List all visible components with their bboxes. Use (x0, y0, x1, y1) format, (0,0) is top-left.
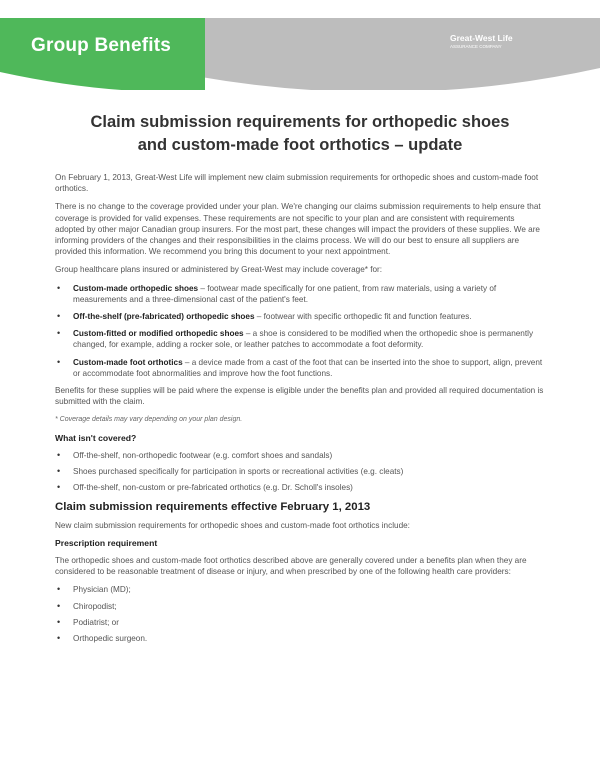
list-item (55, 633, 545, 644)
bullet-icon: • (57, 311, 61, 322)
coverage-desc: – footwear with specific orthopedic fit and function features. (254, 312, 472, 322)
bullet-icon: • (57, 584, 61, 595)
list-item (55, 357, 545, 379)
provider-list (55, 584, 545, 644)
document-body (55, 172, 545, 650)
coverage-desc: – footwear made specifically for one patient, from raw materials, using a variety of measurements and a three-dimensional cast of the patient's feet. (73, 283, 497, 304)
coverage-footnote: * Coverage details may vary depending on your plan design. (55, 416, 243, 424)
list-item (55, 466, 545, 477)
provider-item: Chiropodist; (73, 601, 117, 611)
provider-item: Orthopedic surgeon. (73, 634, 148, 644)
company-logo (450, 33, 565, 49)
list-item (55, 482, 545, 493)
bullet-icon: • (57, 466, 61, 477)
not-covered-item: Off-the-shelf, non-custom or pre-fabricated orthotics (e.g. Dr. Scholl's insoles) (73, 483, 353, 493)
coverage-desc: – a shoe is considered to be modified when the orthopedic shoe is permanently changed, for example, adding a rocker sole, or leather patches to accommodate a foot deformity. (73, 329, 534, 350)
list-item (55, 617, 545, 628)
list-item (55, 584, 545, 595)
bullet-icon: • (57, 328, 61, 339)
intro-paragraph: On February 1, 2013, Great-West Life will implement new claim submission requirements for orthopedic shoes and custom-made foot orthotics. (55, 173, 539, 194)
coverage-desc: – a device made from a cast of the foot that can be inserted into the shoe to support, align, prevent or accommodate foot abnormalities and improve how the foot functions. (73, 357, 543, 378)
title-line-1: Claim submission requirements for orthopedic shoes (90, 113, 510, 131)
logo-name: Great-West Life (450, 33, 513, 43)
prescription-heading: Prescription requirement (55, 537, 158, 548)
list-item (55, 328, 545, 350)
bullet-icon: • (57, 600, 61, 611)
no-change-paragraph: There is no change to the coverage provided under your plan. We're changing our claims submission requirements to help ensure that coverage is provided for valid expenses. These requirements are not specific to your plan and are consistent with requirements adopted by other major Canadian group insurers. For the most part, these changes will impact the providers of these supplies. We are informing providers of the changes and their responsibilities in the claims process. We will do our best to ensure all suppliers are provided this information. We recommend you bring this document to your next appointment. (55, 202, 541, 257)
list-item (55, 601, 545, 612)
bullet-icon: • (57, 356, 61, 367)
coverage-term: Custom-made foot orthotics (73, 357, 183, 367)
prescription-paragraph: The orthopedic shoes and custom-made foot orthotics described above are generally covered under a benefits plan when they are considered to be reasonable treatment of disease or injury, and when prescribed by one of the following health care providers: (55, 556, 527, 577)
provider-item: Podiatrist; or (73, 617, 119, 627)
section-intro: New claim submission requirements for orthopedic shoes and custom-made foot orthotics include: (55, 520, 410, 530)
page-header (0, 0, 600, 90)
bullet-icon: • (57, 616, 61, 627)
section-heading: Claim submission requirements effective February 1, 2013 (55, 501, 371, 514)
not-covered-heading: What isn't covered? (55, 432, 137, 443)
bullet-icon: • (57, 282, 61, 293)
bullet-icon: • (57, 449, 61, 460)
coverage-intro: Group healthcare plans insured or administered by Great-West may include coverage* for: (55, 265, 383, 275)
title-line-2: and custom-made foot orthotics – update (137, 136, 463, 154)
coverage-term: Off-the-shelf (pre-fabricated) orthopedic shoes (73, 312, 255, 322)
document-title (40, 111, 560, 157)
not-covered-item: Off-the-shelf, non-orthopedic footwear (e.g. comfort shoes and sandals) (73, 450, 333, 460)
benefits-paragraph: Benefits for these supplies will be paid where the expense is eligible under the benefits plan and provided all required documentation is submitted with the claim. (55, 386, 544, 407)
provider-item: Physician (MD); (73, 585, 131, 595)
list-item (55, 283, 545, 305)
bullet-icon: • (57, 633, 61, 644)
list-item (55, 311, 545, 322)
logo-tagline: ASSURANCE COMPANY (450, 44, 502, 49)
coverage-term: Custom-made orthopedic shoes (73, 283, 199, 293)
bullet-icon: • (57, 482, 61, 493)
brand-title: Group Benefits (31, 35, 172, 56)
list-item (55, 450, 545, 461)
coverage-list (55, 283, 545, 379)
not-covered-item: Shoes purchased specifically for participation in sports or recreational activities (e.g. cleats) (73, 467, 404, 477)
not-covered-list (55, 450, 545, 494)
coverage-term: Custom-fitted or modified orthopedic shoes (73, 329, 244, 339)
